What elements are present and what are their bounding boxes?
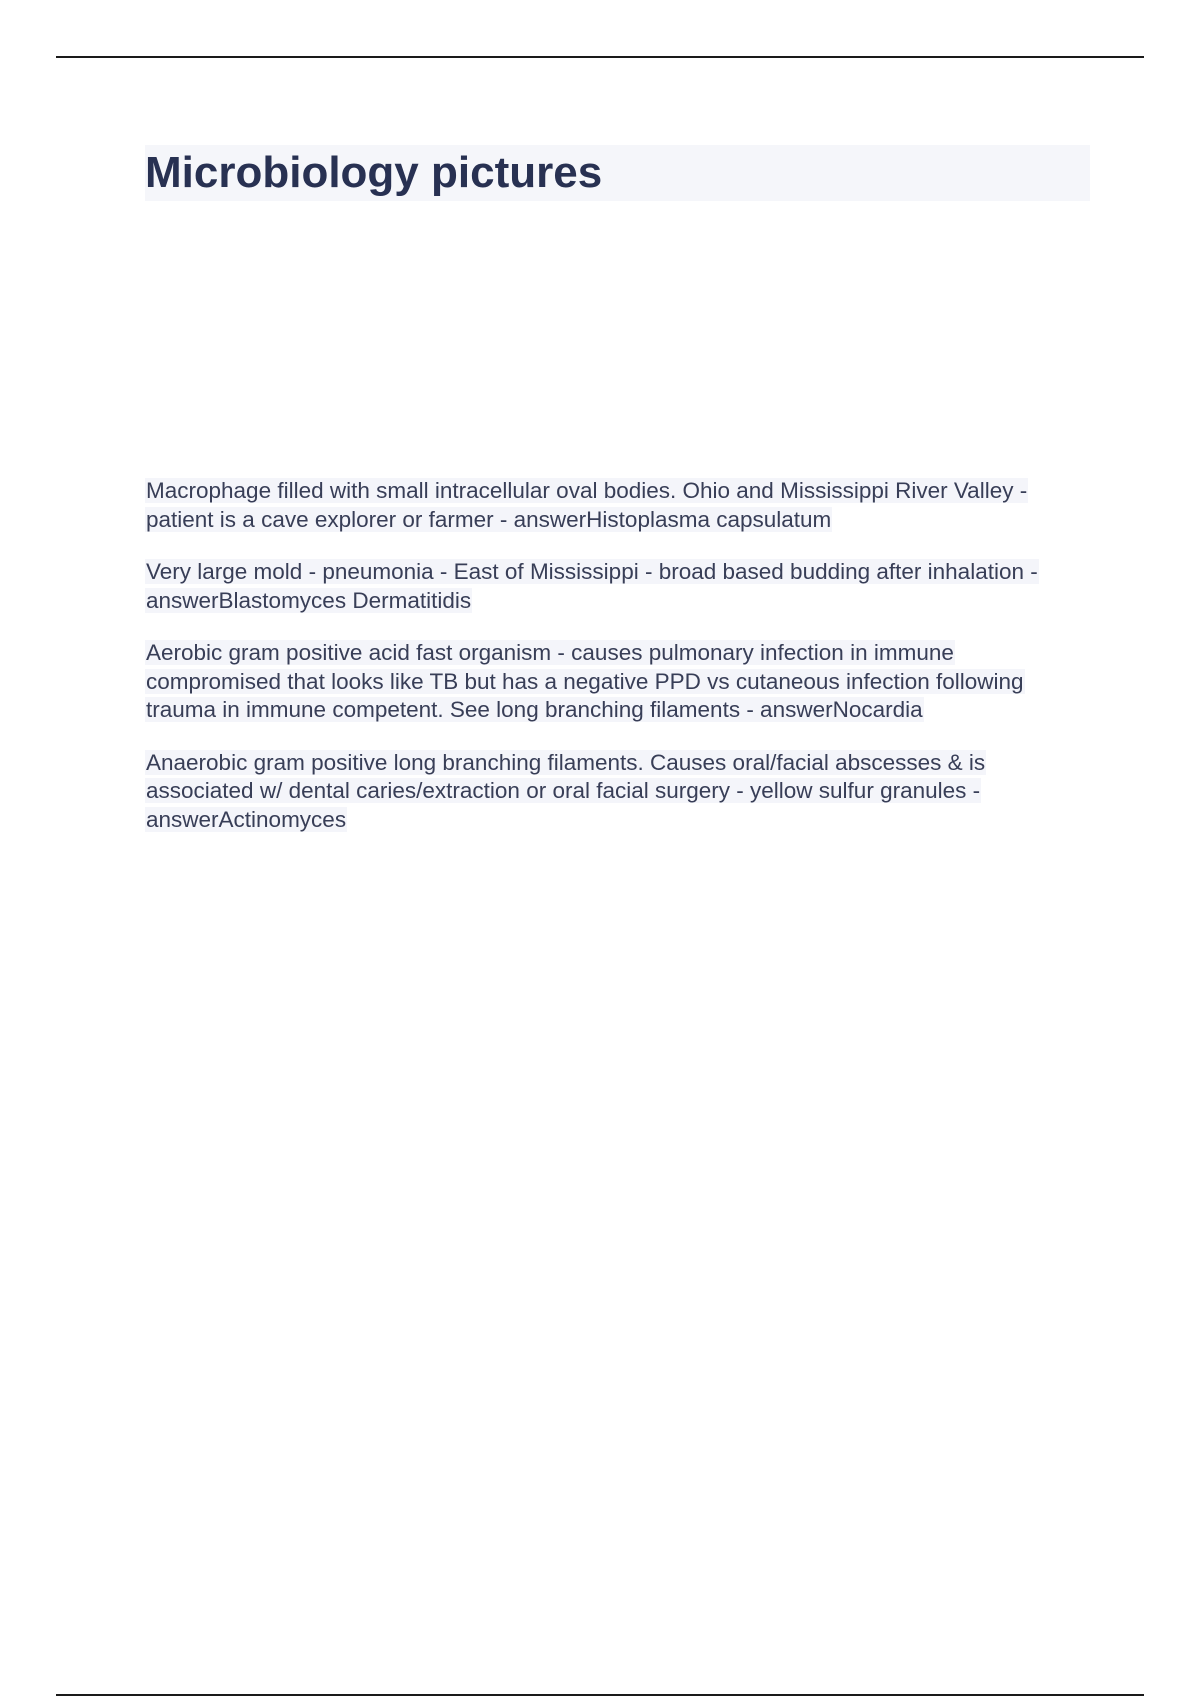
page-title: Microbiology pictures xyxy=(145,148,603,197)
qa-text: Very large mold - pneumonia - East of Mississippi - broad based budding after inhalation - answerBlastomyces Dermatitidis xyxy=(146,559,1038,613)
qa-text: Anaerobic gram positive long branching filaments. Causes oral/facial abscesses & is associated w/ dental caries/extraction or oral facial surgery - yellow sulfur granules - answerActinomyces xyxy=(146,749,986,832)
qa-list xyxy=(145,477,1090,858)
qa-item-histoplasma xyxy=(145,477,1090,534)
qa-text: Macrophage filled with small intracellular oval bodies. Ohio and Mississippi River Valley - patient is a cave explorer or farmer - answerHistoplasma capsulatum xyxy=(146,478,1028,532)
qa-item-blastomyces xyxy=(145,558,1090,615)
qa-item-nocardia xyxy=(145,639,1090,725)
qa-text: Aerobic gram positive acid fast organism - causes pulmonary infection in immune compromised that looks like TB but has a negative PPD vs cutaneous infection following trauma in immune competent. See long branching filaments - answerNocardia xyxy=(146,640,1024,722)
bottom-rule xyxy=(56,1694,1144,1696)
qa-item-actinomyces xyxy=(145,749,1090,835)
top-rule xyxy=(56,56,1144,58)
